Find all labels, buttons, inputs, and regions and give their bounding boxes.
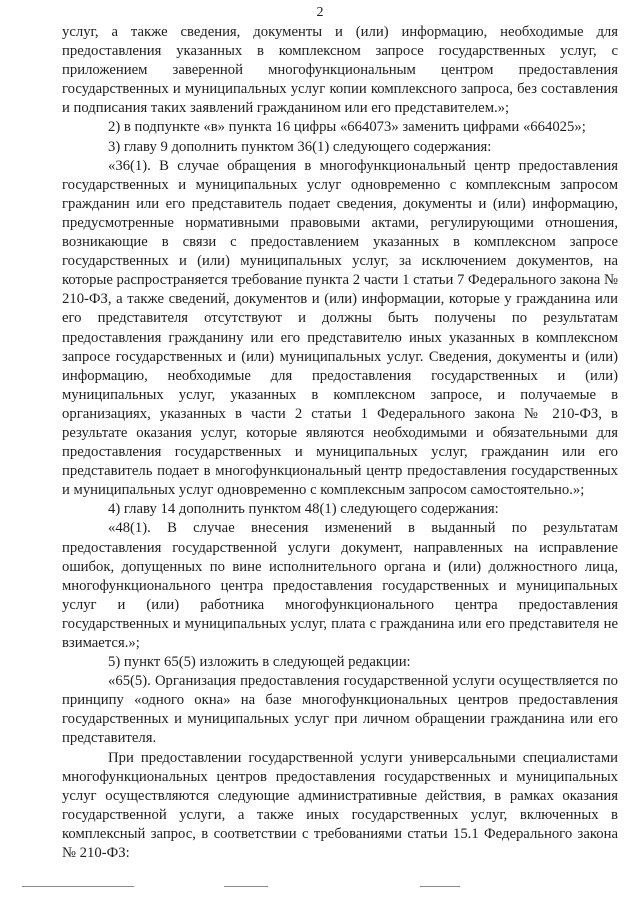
paragraph-3: 3) главу 9 дополнить пунктом 36(1) следующего содержания: (108, 138, 492, 155)
scan-artifact-line (224, 886, 268, 887)
paragraph-7: 5) пункт 65(5) изложить в следующей редакции: (108, 654, 411, 671)
document-body (62, 23, 618, 863)
paragraph-2: 2) в подпункте «в» пункта 16 цифры «664073» заменить цифрами «664025»; (108, 119, 586, 136)
paragraph-6: «48(1). В случае внесения изменений в выданный по результатам предоставления государственной услуги документ, направленных на исправление ошибок, допущенных по вине исполнительного органа и (или) должностного лица, многофункционального центра предоставления государственных и муниципальных услуг и (или) работника многофункционального центра предоставления государственных и муниципальных услуг, плата с гражданина или его представителя не взимается.»; (62, 520, 618, 651)
paragraph-4: «36(1). В случае обращения в многофункциональный центр предоставления государственных и муниципальных услуг одновременно с комплексным запросом гражданин или его представитель подает сведения, документы и (или) информацию, предусмотренные нормативными правовыми актами, регулирующими отношения, возникающие в связи с предоставлением указанных в комплексном запросе государственных и (или) муниципальных услуг, за исключением документов, на которые распространяется требование пункта 2 части 1 статьи 7 Федерального закона № 210-ФЗ, а также сведений, документов и (или) информации, которые у гражданина или его представителя отсутствуют и должны быть получены по результатам предоставления гражданину или его представителю иных указанных в комплексном запросе государственных и (или) муниципальных услуг. Сведения, документы и (или) информацию, необходимые для предоставления государственных и (или) муниципальных услуг, указанных в комплексном запросе, и получаемые в организациях, указанных в части 2 статьи 1 Федерального закона № 210-ФЗ, в результате оказания услуг, которые являются необходимыми и обязательными для предоставления государственных и муниципальных услуг, гражданин или его представитель подает в многофункциональный центр предоставления государственных и муниципальных услуг одновременно с комплексным запросом самостоятельно.»; (62, 157, 618, 499)
scan-artifact-line (22, 886, 134, 887)
paragraph-1: услуг, а также сведения, документы и (или) информацию, необходимые для предоставления указанных в комплексном запросе государственных услуг, с приложением заверенной многофункциональным центром предоставления государственных и муниципальных услуг копии комплексного запроса, без составления и подписания таких заявлений гражданином или его представителем.»; (62, 24, 618, 117)
page-number: 2 (316, 5, 324, 20)
scan-artifact-line (420, 886, 460, 887)
paragraph-5: 4) главу 14 дополнить пунктом 48(1) следующего содержания: (108, 501, 499, 518)
paragraph-9: При предоставлении государственной услуги универсальными специалистами многофункциональных центров предоставления государственных и муниципальных услуг осуществляются следующие административные действия, в рамках оказания государственной услуги, а также иных государственных услуг, включенных в комплексный запрос, в соответствии с требованиями статьи 15.1 Федерального закона № 210-ФЗ: (62, 749, 618, 862)
paragraph-8: «65(5). Организация предоставления государственной услуги осуществляется по принципу «одного окна» на базе многофункциональных центров предоставления государственных и муниципальных услуг при личном обращении гражданина или его представителя. (62, 673, 618, 747)
